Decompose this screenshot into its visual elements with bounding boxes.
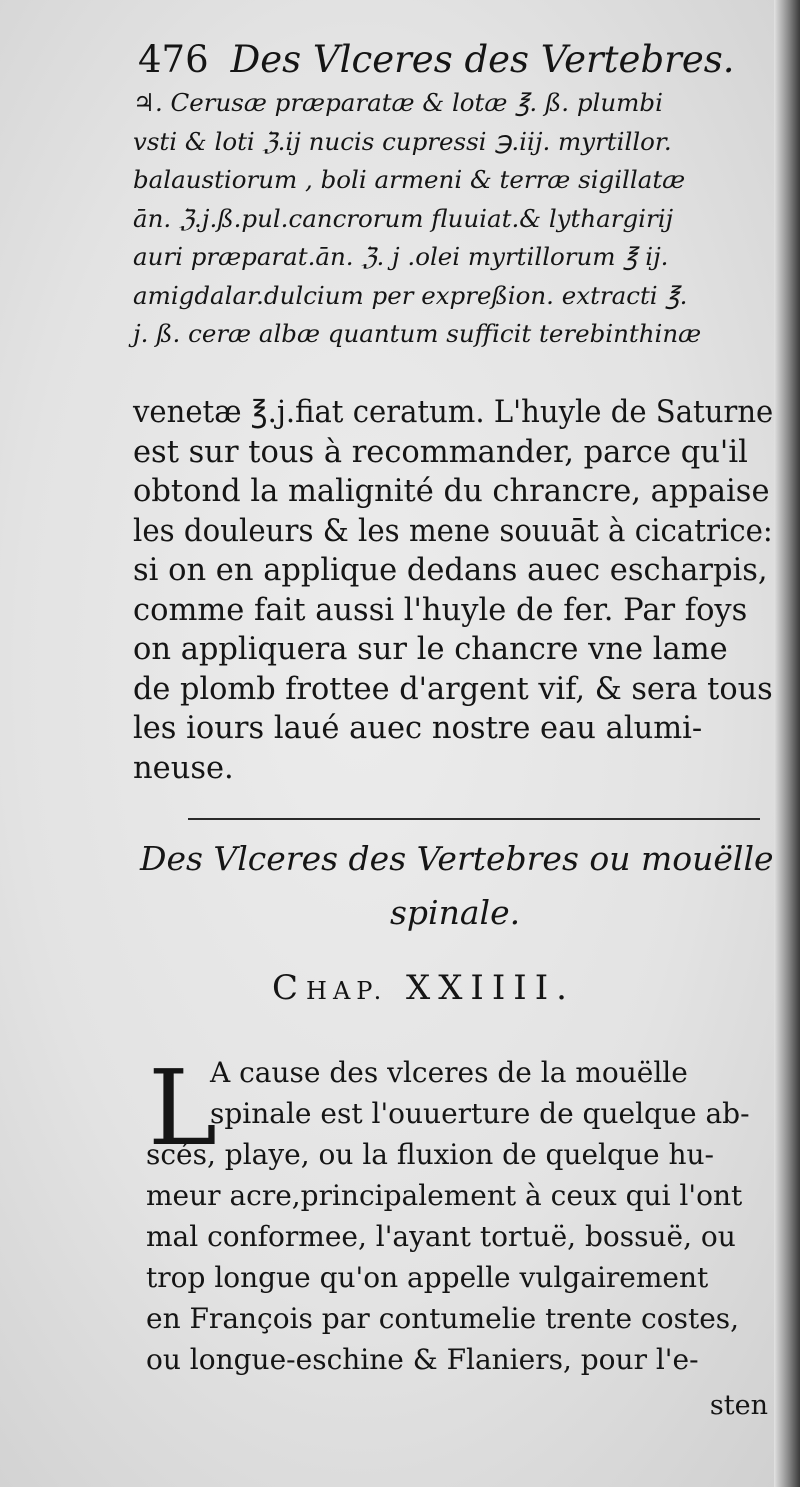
recipe-line: balaustiorum , boli armeni & terræ sigillatæ	[133, 165, 686, 194]
paragraph-line: de plomb frottee d'argent vif, & sera tous	[133, 671, 773, 707]
recipe-line: ♃. Cerusæ præparatæ & lotæ ℥. ß. plumbi	[133, 88, 663, 117]
running-title: Des Vlceres des Vertebres.	[230, 38, 735, 81]
recipe-line: auri præparat.ān. ℨ. j .olei myrtillorum ℥ ij.	[133, 242, 669, 271]
paragraph-line: on appliquera sur le chancre vne lame	[133, 632, 728, 667]
paragraph-line: les douleurs & les mene souuāt à cicatrice:	[133, 513, 773, 549]
chapter-line: meur acre,principalement à ceux qui l'ont	[146, 1179, 743, 1212]
catchword: sten	[709, 1390, 768, 1421]
latin-recipe	[133, 84, 773, 354]
section-title-line: Des Vlceres des Vertebres ou mouëlle	[140, 839, 774, 878]
section-divider	[188, 818, 760, 820]
chapter-number: XXIIII.	[406, 968, 575, 1008]
chapter-line: ou longue-eschine & Flaniers, pour l'e-	[146, 1343, 699, 1376]
recipe-line: vsti & loti ℨ.ij nucis cupressi ℈.iij. myrtillor.	[133, 126, 672, 156]
paragraph-line: si on en applique dedans auec escharpis,	[133, 553, 768, 588]
paragraph-line: comme fait aussi l'huyle de fer. Par foys	[133, 592, 748, 628]
recipe-line: j. ß. ceræ albæ quantum sufficit terebinthinæ	[133, 319, 702, 348]
chapter-line: mal conformee, l'ayant tortuë, bossuë, ou	[146, 1220, 736, 1253]
running-header	[138, 38, 735, 86]
paragraph-line: venetæ ℥.j.fiat ceratum. L'huyle de Saturne	[133, 395, 774, 430]
chapter-line: en François par contumelie trente costes,	[146, 1302, 740, 1335]
chapter-text	[146, 1047, 768, 1380]
page-edge-shadow	[774, 0, 800, 1487]
section-title	[140, 832, 780, 940]
chapter-line: spinale est l'ouuerture de quelque ab-	[210, 1097, 750, 1130]
chapter-line: A cause des vlceres de la mouëlle	[210, 1056, 688, 1089]
paragraph-line: neuse.	[133, 750, 234, 786]
page-number: 476	[138, 38, 209, 81]
chapter-heading	[272, 968, 692, 1018]
section-title-line: spinale.	[390, 893, 521, 932]
recipe-line: ān. ℨ.j.ß.pul.cancrorum fluuiat.& lythargirij	[133, 203, 674, 233]
chapter-prefix: C	[272, 968, 307, 1008]
chapter-smallcaps: HAP.	[306, 977, 388, 1005]
paragraph-line: les iours laué auec nostre eau alumi-	[133, 711, 703, 746]
paragraph-line: obtond la malignité du chrancre, appaise	[133, 474, 770, 509]
drop-cap: L	[148, 1047, 218, 1169]
paragraph-line: est sur tous à recommander, parce qu'il	[133, 434, 748, 470]
chapter-line: trop longue qu'on appelle vulgairement	[146, 1261, 709, 1294]
recipe-line: amigdalar.dulcium per expreßion. extracti ℥.	[133, 280, 688, 310]
chapter-line: scés, playe, ou la fluxion de quelque hu-	[146, 1138, 714, 1171]
paragraph-saturne	[133, 393, 773, 788]
